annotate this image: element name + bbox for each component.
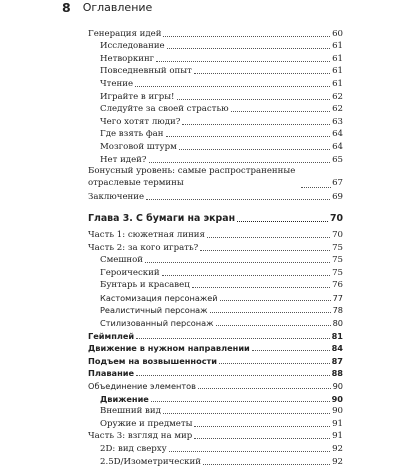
dot-leader [237,221,328,222]
toc-entry-page: 90 [332,381,343,392]
dot-leader [151,401,330,402]
toc-entry-title: Внешний вид [100,406,161,417]
toc-entry-page: 69 [332,192,343,203]
toc-entry-page: 92 [332,456,343,467]
toc-entry-title: Следуйте за своей страстью [100,104,229,115]
dot-leader [194,438,330,439]
toc-entry-title: Движение [100,393,149,404]
toc-entry-page: 92 [332,444,343,454]
toc-entry-title: Героический [100,267,160,278]
toc-entry-title: Мозговой штурм [100,141,177,152]
toc-entry[interactable] [88,441,343,454]
toc-entry-page: 64 [332,129,343,140]
toc-entry[interactable] [88,127,343,140]
toc-entry[interactable] [88,102,343,115]
dot-leader [136,338,329,339]
dot-leader [156,61,330,62]
toc-entry-title: Кастомизация персонажей [100,292,218,303]
toc-entry-page: 61 [332,66,343,77]
toc-entry-page: 77 [332,292,343,303]
toc-entry-page: 63 [332,116,343,127]
toc-entry[interactable] [88,404,343,417]
toc-entry-page: 88 [331,368,343,379]
toc-entry-page: 91 [332,431,343,442]
toc-entry-title: Движение в нужном направлении [88,343,250,354]
toc-entry-page: 67 [332,178,343,189]
toc-entry[interactable] [88,39,343,52]
toc-entry-page: 80 [332,318,343,329]
toc-entry[interactable] [88,165,343,190]
dot-leader [301,187,331,188]
toc-entry[interactable] [88,353,343,366]
page-number: 8 [62,0,71,15]
toc-entry-page: 75 [332,267,343,278]
dot-leader [162,275,330,276]
dot-leader [179,149,330,150]
dot-leader [135,86,330,87]
toc-entry-page: 65 [332,154,343,165]
dot-leader [220,300,331,301]
running-title: Оглавление [82,1,153,14]
toc-entry-title: Повседневный опыт [100,66,192,77]
toc-entry-page: 91 [332,418,343,429]
dot-leader [169,451,330,452]
toc-entry-title: Заключение [88,192,145,203]
toc-entry-title: Где взять фан [100,129,164,140]
toc-entry-title: Плавание [88,368,135,379]
toc-entry[interactable] [88,303,343,316]
toc-entry[interactable] [88,378,343,391]
toc-entry-page: 61 [332,78,343,89]
toc-entry-page: 75 [332,242,343,253]
toc-entry[interactable] [88,26,343,39]
toc-entry-title: Нетворкинг [100,53,155,64]
toc-entry-page: 76 [332,280,343,291]
toc-entry-title: Реалистичный персонаж [100,305,208,316]
toc-entry-title: Часть 3: взгляд на мир [88,431,193,442]
toc-entry[interactable] [88,290,343,303]
dot-leader [231,111,330,112]
toc-entry-page: 84 [331,343,343,354]
toc-entry-title: Часть 2: за кого играть? [88,242,199,253]
toc-entry[interactable] [88,211,343,224]
dot-leader [182,124,330,125]
toc-entry[interactable] [88,315,343,328]
toc-entry-page: 62 [332,91,343,102]
toc-entry[interactable] [88,454,343,467]
toc-entry-title: Геймплей [88,330,135,341]
dot-leader [136,375,330,376]
dot-leader [177,99,331,100]
toc-entry[interactable] [88,278,343,291]
dot-leader [200,250,330,251]
dot-leader [163,413,330,414]
toc-entry[interactable] [88,416,343,429]
toc-entry[interactable] [88,76,343,89]
toc-entry[interactable] [88,341,343,354]
toc-entry-page: 75 [332,255,343,266]
toc-entry-title: Генерация идей [88,28,162,39]
toc-entry[interactable] [88,114,343,127]
table-of-contents [88,26,343,467]
dot-leader [219,363,330,364]
toc-entry[interactable] [88,253,343,266]
toc-entry-title: Объединение элементов [88,381,196,392]
toc-entry-title: Исследование [100,41,165,52]
toc-entry[interactable] [88,227,343,240]
running-header [62,0,152,14]
toc-entry[interactable] [88,64,343,77]
toc-entry-title: Играйте в игры! [100,91,175,102]
dot-leader [145,262,330,263]
dot-leader [192,287,330,288]
toc-entry[interactable] [88,366,343,379]
toc-entry-title: Бунтарь и красавец [100,280,190,291]
toc-entry-page: 70 [329,213,343,225]
toc-entry-title: Чего хотят люди? [100,116,181,127]
toc-entry-page: 61 [332,53,343,64]
toc-entry-title: Нет идей? [100,154,147,165]
toc-entry-page: 70 [332,229,343,240]
toc-entry[interactable] [88,328,343,341]
toc-entry-title: Оружие и предметы [100,418,193,429]
toc-entry-page: 60 [332,28,343,39]
toc-entry-title: Часть 1: сюжетная линия [88,229,205,240]
toc-entry-page: 90 [331,393,343,404]
toc-entry[interactable] [88,240,343,253]
dot-leader [207,237,330,238]
toc-entry-page: 78 [332,305,343,316]
toc-entry[interactable] [88,391,343,404]
toc-entry[interactable] [88,139,343,152]
dot-leader [146,199,330,200]
toc-entry-title: Глава 3. С бумаги на экран [88,213,236,225]
toc-entry-page: 87 [331,355,343,366]
dot-leader [163,36,330,37]
toc-entry-page: 61 [332,41,343,52]
toc-entry-title: Бонусный уровень: самые распространенные отраслевые термины [88,165,296,189]
toc-entry-title: 2.5D/Изометрический [100,456,201,467]
dot-leader [167,48,330,49]
dot-leader [210,312,331,313]
toc-entry[interactable] [88,89,343,102]
toc-entry-page: 81 [331,330,343,341]
toc-entry-page: 62 [332,104,343,115]
dot-leader [198,388,331,389]
toc-entry[interactable] [88,429,343,442]
toc-entry-page: 90 [332,406,343,417]
dot-leader [194,426,330,427]
dot-leader [149,162,331,163]
dot-leader [252,350,330,351]
dot-leader [216,325,331,326]
dot-leader [166,136,331,137]
dot-leader [203,464,330,465]
toc-entry-title: Подъем на возвышенности [88,355,218,366]
toc-entry-title: Чтение [100,78,134,89]
toc-entry[interactable] [88,152,343,165]
toc-entry[interactable] [88,190,343,203]
toc-entry[interactable] [88,265,343,278]
toc-entry-page: 64 [332,141,343,152]
toc-entry-title: 2D: вид сверху [100,444,167,454]
toc-entry[interactable] [88,51,343,64]
dot-leader [194,73,330,74]
toc-entry-title: Стилизованный персонаж [100,318,214,329]
toc-entry-title: Смешной [100,255,143,266]
